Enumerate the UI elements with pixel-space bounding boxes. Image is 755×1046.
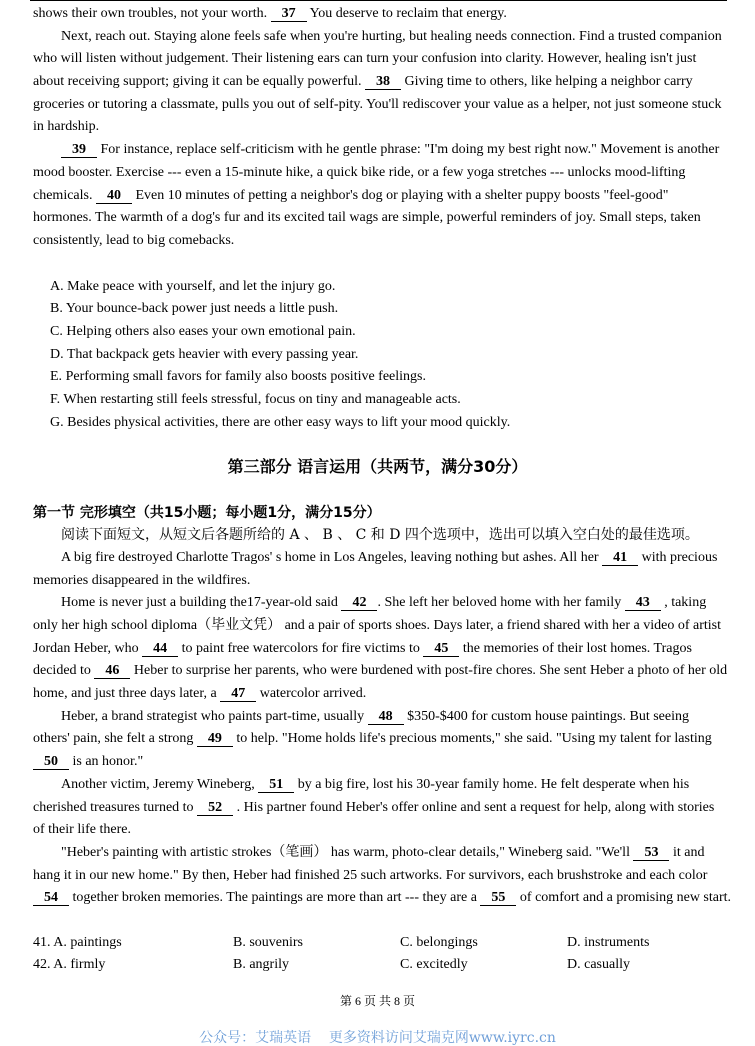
blank-42: 42 bbox=[341, 596, 377, 611]
blank-44: 44 bbox=[142, 642, 178, 657]
blank-37: 37 bbox=[271, 7, 307, 22]
cloze-questions bbox=[33, 932, 755, 977]
text-line bbox=[33, 162, 755, 185]
choice-c bbox=[400, 954, 468, 977]
option-e bbox=[50, 366, 755, 389]
choice-b bbox=[233, 932, 303, 955]
choice-a bbox=[33, 954, 105, 977]
choice-a bbox=[33, 932, 122, 955]
text-line bbox=[33, 706, 755, 729]
blank-49: 49 bbox=[197, 732, 233, 747]
choice-d bbox=[567, 954, 630, 977]
choice-label: C. bbox=[400, 957, 413, 973]
text-line bbox=[33, 592, 755, 615]
text-segment: it and bbox=[669, 844, 705, 860]
text-segment: decided to bbox=[33, 663, 95, 679]
text-line bbox=[33, 660, 755, 683]
text-line bbox=[33, 570, 755, 593]
choice-text: firmly bbox=[70, 957, 106, 973]
text-line bbox=[33, 865, 755, 888]
question-number: 42. bbox=[33, 957, 51, 973]
text-segment: hang it in our new home." By then, Heber had finished 25 such artworks. For survivors, each brushstroke and each color bbox=[33, 867, 708, 883]
paragraph bbox=[33, 592, 755, 705]
text-line bbox=[33, 48, 755, 71]
text-segment: Jordan Heber, who bbox=[33, 640, 143, 656]
text-segment: hormones. The warmth of a dog's fur and its excited tail wags are simple, powerful reminders of joy. Small steps, taken bbox=[33, 210, 701, 226]
option-text: Besides physical activities, there are other easy ways to lift your mood quickly. bbox=[67, 414, 511, 430]
section-instruction: 阅读下面短文，从短文后各题所给的 A 、 B 、 C 和 D 四个选项中，选出可以填入空白处的最佳选项。 bbox=[61, 527, 699, 544]
text-line bbox=[33, 547, 755, 570]
text-line bbox=[33, 116, 755, 139]
text-line bbox=[33, 71, 755, 94]
option-label: A. bbox=[50, 278, 64, 294]
text-segment: home, and just three days later, a bbox=[33, 686, 221, 702]
text-segment: with precious bbox=[638, 549, 718, 565]
option-text: Helping others also eases your own emotional pain. bbox=[66, 323, 356, 339]
blank-40: 40 bbox=[96, 189, 132, 204]
text-line bbox=[33, 751, 755, 774]
text-segment: of comfort and a promising new start. bbox=[516, 890, 732, 906]
text-segment: Home is never just a building the17-year-old said bbox=[61, 595, 342, 611]
choice-text: paintings bbox=[70, 934, 122, 950]
text-segment: chemicals. bbox=[33, 187, 96, 203]
text-segment: to help. "Home holds life's precious moments," she said. "Using my talent for lasting bbox=[232, 731, 712, 747]
choice-c bbox=[400, 932, 478, 955]
blank-45: 45 bbox=[423, 642, 459, 657]
text-line bbox=[33, 728, 755, 751]
section-title: 第一节 完形填空（共15小题；每小题1分，满分15分） bbox=[33, 504, 381, 521]
text-segment: For instance, replace self-criticism with he gentle phrase: "I'm doing my best right now." Movement is another bbox=[97, 142, 720, 158]
text-segment: Even 10 minutes of petting a neighbor's dog or playing with a shelter puppy boosts "feel-good" bbox=[131, 187, 669, 203]
choice-label: D. bbox=[567, 934, 581, 950]
text-line bbox=[33, 615, 755, 638]
text-line bbox=[33, 139, 755, 162]
text-line bbox=[33, 185, 755, 208]
text-line bbox=[33, 230, 755, 253]
text-segment: You deserve to reclaim that energy. bbox=[306, 6, 507, 21]
reading-options bbox=[50, 276, 755, 435]
reading-passage bbox=[33, 3, 755, 253]
text-segment: Heber to surprise her parents, who were burdened with post-fire chores. She sent Heber a photo of her old bbox=[130, 663, 728, 679]
text-segment: consistently, lead to big comebacks. bbox=[33, 232, 235, 248]
text-line bbox=[33, 887, 755, 910]
blank-51: 51 bbox=[258, 778, 294, 793]
text-segment: only her high school diploma（毕业文凭） and a pair of sports shoes. Days later, a friend shared with her a video of artist bbox=[33, 618, 722, 634]
option-label: C. bbox=[50, 323, 63, 339]
paragraph-continued bbox=[33, 3, 755, 26]
option-label: F. bbox=[50, 392, 61, 408]
text-line bbox=[33, 683, 755, 706]
question-row-41 bbox=[33, 932, 755, 955]
paragraph bbox=[33, 26, 755, 139]
option-label: D. bbox=[50, 346, 64, 362]
part-title: 第三部分 语言运用（共两节，满分30分） bbox=[227, 457, 528, 476]
text-line bbox=[33, 94, 755, 117]
blank-50: 50 bbox=[33, 755, 69, 770]
top-rule bbox=[30, 0, 727, 1]
text-segment: $350-$400 for custom house paintings. But seeing bbox=[403, 708, 689, 724]
text-segment: A big fire destroyed Charlotte Tragos' s home in Los Angeles, leaving nothing but ashes. All her bbox=[61, 549, 603, 565]
choice-text: excitedly bbox=[416, 957, 468, 973]
blank-43: 43 bbox=[625, 596, 661, 611]
text-line bbox=[33, 207, 755, 230]
blank-54: 54 bbox=[33, 891, 69, 906]
choice-text: casually bbox=[584, 957, 630, 973]
text-line bbox=[33, 3, 755, 26]
blank-41: 41 bbox=[602, 551, 638, 566]
choice-d bbox=[567, 932, 649, 955]
text-line bbox=[33, 638, 755, 661]
text-segment: others' pain, she felt a strong bbox=[33, 731, 197, 747]
paragraph bbox=[33, 139, 755, 252]
text-segment: cherished treasures turned to bbox=[33, 799, 198, 815]
text-segment: Next, reach out. Staying alone feels safe when you're hurting, but healing needs connection. Find a trusted companion bbox=[61, 28, 722, 44]
text-line bbox=[33, 26, 755, 49]
option-f bbox=[50, 389, 755, 412]
choice-label: B. bbox=[233, 957, 246, 973]
text-segment: the memories of their lost homes. Tragos bbox=[459, 640, 692, 656]
option-d bbox=[50, 344, 755, 367]
text-segment: . She left her beloved home with her family bbox=[377, 595, 625, 611]
paragraph bbox=[33, 842, 755, 910]
cloze-passage bbox=[33, 547, 755, 910]
blank-39: 39 bbox=[61, 143, 97, 158]
option-label: E. bbox=[50, 369, 63, 385]
paragraph bbox=[33, 706, 755, 774]
blank-46: 46 bbox=[94, 664, 130, 679]
question-number: 41. bbox=[33, 934, 51, 950]
option-c bbox=[50, 321, 755, 344]
option-b bbox=[50, 298, 755, 321]
blank-38: 38 bbox=[365, 75, 401, 90]
text-line bbox=[33, 819, 755, 842]
option-a bbox=[50, 276, 755, 299]
blank-55: 55 bbox=[480, 891, 516, 906]
choice-text: angrily bbox=[249, 957, 289, 973]
text-segment: in hardship. bbox=[33, 119, 100, 135]
text-segment: who will listen without judgement. Their listening ears can turn your confusion into clarity. However, healing isn't just bbox=[33, 51, 697, 67]
text-segment: Heber, a brand strategist who paints part-time, usually bbox=[61, 708, 368, 724]
text-segment: together broken memories. The paintings are more than art --- they are a bbox=[69, 890, 481, 906]
choice-text: instruments bbox=[584, 934, 650, 950]
paragraph bbox=[33, 547, 755, 592]
text-line bbox=[33, 797, 755, 820]
option-text: Performing small favors for family also boosts positive feelings. bbox=[65, 369, 427, 385]
text-segment: about receiving support; giving it can be equally powerful. bbox=[33, 74, 366, 90]
text-segment: to paint free watercolors for fire victims to bbox=[178, 640, 424, 656]
blank-52: 52 bbox=[197, 801, 233, 816]
option-text: When restarting still feels stressful, focus on tiny and manageable acts. bbox=[63, 392, 461, 408]
choice-label: C. bbox=[400, 934, 413, 950]
blank-47: 47 bbox=[220, 687, 256, 702]
question-row-42 bbox=[33, 954, 755, 977]
page-number: 第 6 页 共 8 页 bbox=[339, 994, 415, 1008]
text-line bbox=[33, 774, 755, 797]
blank-48: 48 bbox=[368, 710, 404, 725]
option-label: B. bbox=[50, 301, 63, 317]
choice-label: A. bbox=[53, 957, 67, 973]
choice-b bbox=[233, 954, 289, 977]
text-segment: mood booster. Exercise --- even a 15-minute hike, a quick bike ride, or a few yoga stretches --- unlocks mood-lifting bbox=[33, 164, 686, 180]
option-text: That backpack gets heavier with every passing year. bbox=[66, 346, 359, 362]
watermark: 公众号：艾瑞英语 更多资料访问艾瑞克网www.iyrc.cn bbox=[199, 1030, 556, 1046]
cloze-section bbox=[33, 502, 755, 910]
text-segment: memories disappeared in the wildfires. bbox=[33, 572, 251, 588]
text-segment: , taking bbox=[660, 595, 707, 611]
text-segment: Another victim, Jeremy Wineberg, bbox=[61, 776, 259, 792]
text-segment: is an honor." bbox=[69, 754, 144, 770]
text-segment: watercolor arrived. bbox=[256, 686, 367, 702]
choice-label: B. bbox=[233, 934, 246, 950]
option-label: G. bbox=[50, 414, 64, 430]
paragraph bbox=[33, 774, 755, 842]
choice-text: belongings bbox=[416, 934, 478, 950]
text-segment: "Heber's painting with artistic strokes（笔画） has warm, photo-clear details," Wineberg said. "We'll bbox=[61, 844, 634, 860]
choice-label: D. bbox=[567, 957, 581, 973]
text-segment: . His partner found Heber's offer online and sent a request for help, along with stories bbox=[233, 799, 715, 815]
option-text: Make peace with yourself, and let the injury go. bbox=[67, 278, 336, 294]
text-line bbox=[33, 842, 755, 865]
choice-text: souvenirs bbox=[249, 934, 304, 950]
text-segment: Giving time to others, like helping a neighbor carry bbox=[401, 74, 693, 90]
text-segment: by a big fire, lost his 30-year family home. He felt desperate when his bbox=[294, 776, 690, 792]
blank-53: 53 bbox=[633, 846, 669, 861]
text-segment: shows their own troubles, not your worth. bbox=[33, 6, 271, 21]
choice-label: A. bbox=[53, 934, 67, 950]
option-g bbox=[50, 412, 755, 435]
option-text: Your bounce-back power just needs a little push. bbox=[65, 301, 339, 317]
text-segment: groceries or tutoring a classmate, pulls you out of self-pity. You'll rediscover your value as a helper, not just someone stuck bbox=[33, 96, 722, 112]
text-segment: of their life there. bbox=[33, 822, 131, 838]
